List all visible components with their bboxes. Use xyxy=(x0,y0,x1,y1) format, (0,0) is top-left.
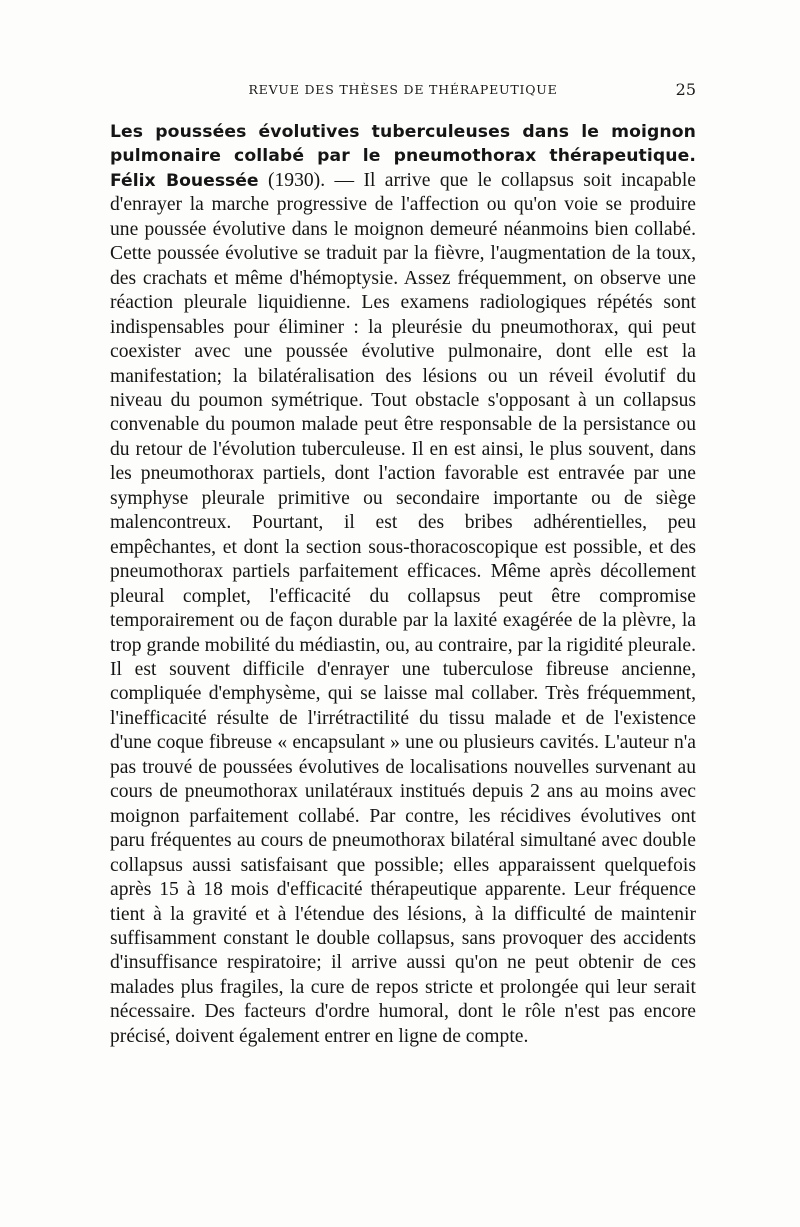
page-number: 25 xyxy=(675,80,696,99)
article-title: Les poussées évolutives tuberculeuses dans le moignon pulmonaire collabé par le pneumothorax thérapeutique. xyxy=(110,122,696,167)
article-text xyxy=(110,120,696,1049)
running-title: REVUE DES THÈSES DE THÉRAPEUTIQUE xyxy=(248,82,558,97)
article-year: (1930). xyxy=(267,169,326,191)
article-body: — Il arrive que le collapsus soit incapable d'enrayer la marche progressive de l'affection ou qu'on voie se produire une poussée évolutive dans le moignon demeuré néanmoins bien collabé. Cette poussée évolutive se traduit par la fièvre, l'augmentation de la toux, des crachats et même d'hémoptysie. Assez fréquemment, on observe une réaction pleurale liquidienne. Les examens radiologiques répétés sont indispensables pour éliminer : la pleurésie du pneumothorax, qui peut coexister avec une poussée évolutive pulmonaire, dont elle est la manifestation; la bilatéralisation des lésions ou un réveil évolutif du niveau du poumon symétrique. Tout obstacle s'opposant à un collapsus convenable du poumon malade peut être responsable de la persistance ou du retour de l'évolution tuberculeuse. Il en est ainsi, le plus souvent, dans les pneumothorax partiels, dont l'action favorable est entravée par une symphyse pleurale primitive ou secondaire importante ou de siège malencontreux. Pourtant, il est des bribes adhérentielles, peu empêchantes, et dont la section sous-thoracoscopique est possible, et des pneumothorax partiels parfaitement efficaces. Même après décollement pleural complet, l'efficacité du collapsus peut être compromise temporairement ou de façon durable par la laxité exagérée de la plèvre, la trop grande mobilité du médiastin, ou, au contraire, par la rigidité pleurale. Il est souvent difficile d'enrayer une tuberculose fibreuse ancienne, compliquée d'emphysème, qui se laisse mal collaber. Très fréquemment, l'inefficacité résulte de l'irrétractilité du tissu malade et de l'existence d'une coque fibreuse « encapsulant » une ou plusieurs cavités. L'auteur n'a pas trouvé de poussées évolutives de localisations nouvelles survenant au cours de pneumothorax unilatéraux institués depuis 2 ans au moins avec moignon parfaitement collabé. Par contre, les récidives évolutives ont paru fréquentes au cours de pneumothorax bilatéral simultané avec double collapsus aussi satisfaisant que possible; elles apparaissent quelquefois après 15 à 18 mois d'efficacité thérapeutique apparente. Leur fréquence tient à la gravité et à l'étendue des lésions, à la difficulté de maintenir suffisamment constant le double collapsus, sans provoquer des accidents d'insuffisance respiratoire; il arrive aussi qu'on ne peut obtenir de ces malades plus fragiles, la cure de repos stricte et prolongée qui leur serait nécessaire. Des facteurs d'ordre humoral, dont le rôle n'est pas encore précisé, doivent également entrer en ligne de compte. xyxy=(110,169,696,1047)
article-author: Félix Bouessée xyxy=(110,170,259,191)
article-paragraph xyxy=(110,120,696,1049)
running-head xyxy=(110,80,696,100)
